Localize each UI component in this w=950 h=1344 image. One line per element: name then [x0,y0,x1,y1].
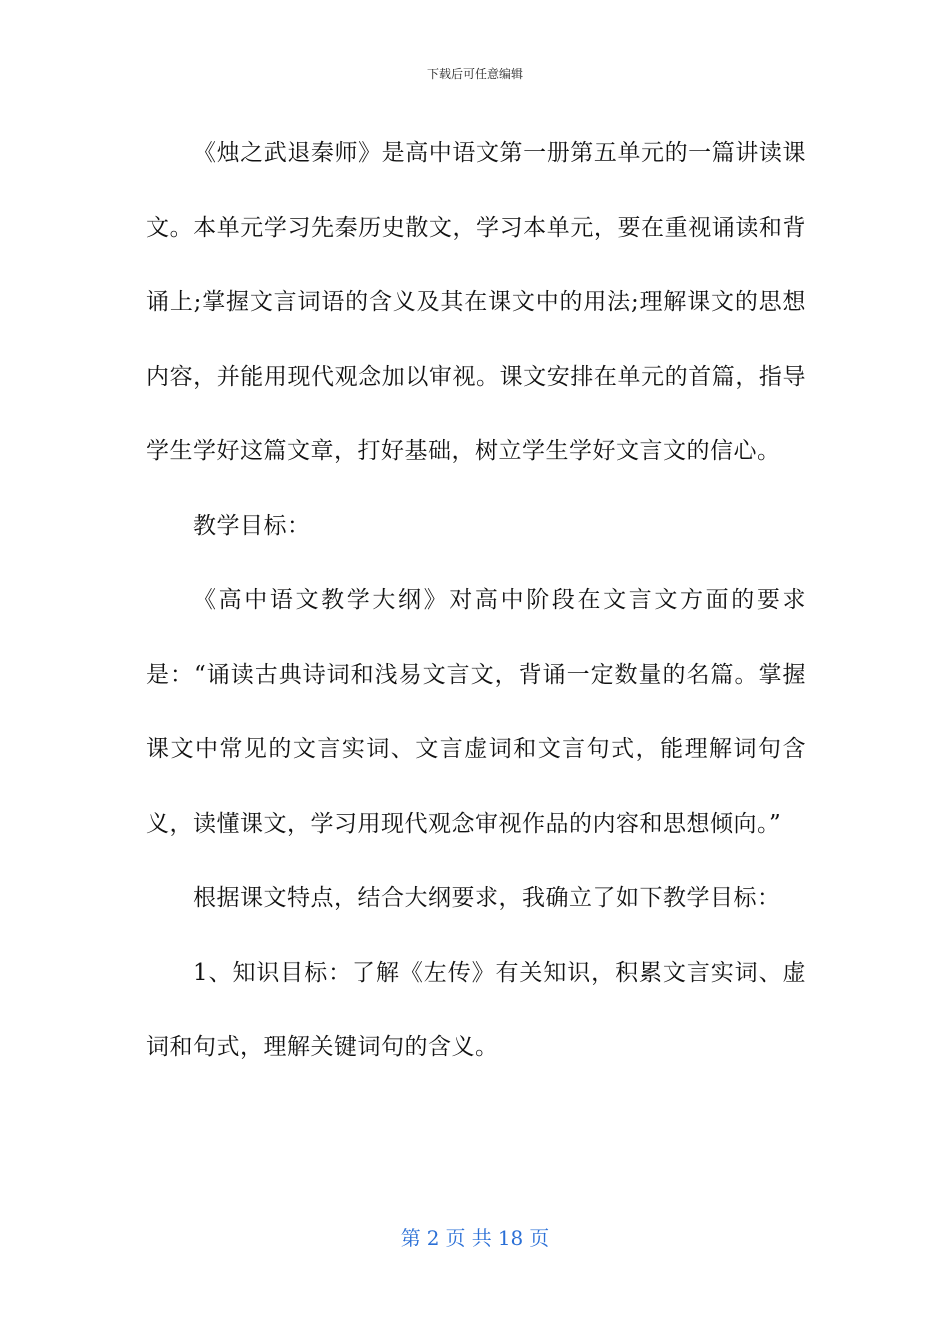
paragraph-intro: 《烛之武退秦师》是高中语文第一册第五单元的一篇讲读课文。本单元学习先秦历史散文，学习本单元，要在重视诵读和背诵上;掌握文言词语的含义及其在课文中的用法;理解课文的思想内容，并能用现代观念加以审视。课文安排在单元的首篇，指导学生学好这篇文章，打好基础，树立学生学好文言文的信心。 [146,140,806,464]
document-body [146,116,806,1085]
paragraph-objectives-heading: 教学目标： [193,512,311,539]
paragraph-knowledge-objective: 1、知识目标：了解《左传》有关知识，积累文言实词、虚词和句式，理解关键词句的含义。 [146,959,806,1060]
footer-middle: 页 共 [445,1226,492,1250]
footer-suffix: 页 [529,1226,550,1250]
footer-current-page: 2 [426,1226,440,1250]
paragraph-objectives-intro: 根据课文特点，结合大纲要求，我确立了如下教学目标： [193,885,781,911]
footer-prefix: 第 [400,1226,421,1250]
page-footer [0,1224,950,1252]
paragraph-syllabus-requirement: 《高中语文教学大纲》对高中阶段在文言文方面的要求是：“诵读古典诗词和浅易文言文，背诵一定数量的名篇。掌握课文中常见的文言实词、文言虚词和文言句式，能理解词句含义，读懂课文，学习用现代观念审视作品的内容和思想倾向。” [146,587,806,837]
page-header: 下载后可任意编辑 [426,67,523,81]
footer-total-pages: 18 [497,1226,524,1250]
